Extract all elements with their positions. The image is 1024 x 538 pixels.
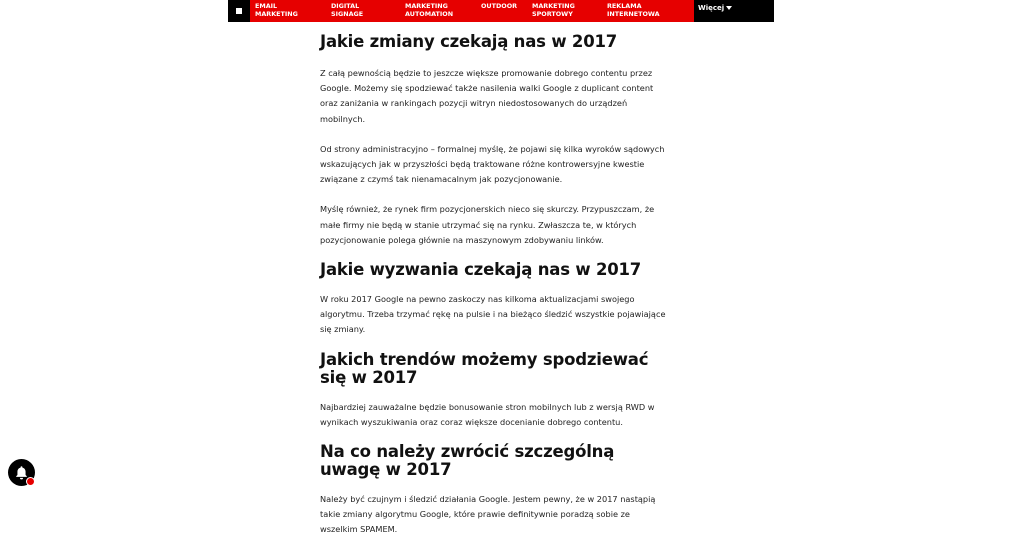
paragraph-changes-2: Od strony administracyjno – formalnej myślę, że pojawi się kilka wyroków sądowych wskazujących jak w przyszłości będą traktowane różne kontrowersyjne kwestie związane z czymś tak nienamacalnym jak pozycjonowanie. xyxy=(320,143,665,185)
section-heading-trends: Jakich trendów możemy spodziewać się w 2017 xyxy=(320,349,649,387)
home-menu-button[interactable] xyxy=(228,0,250,22)
nav-item-marketing-automation[interactable]: MARKETING AUTOMATION xyxy=(405,2,454,18)
nav-item-reklama-internetowa[interactable]: REKLAMA INTERNETOWA xyxy=(607,2,660,18)
chevron-down-icon xyxy=(726,6,732,10)
nav-item-email-marketing[interactable]: EMAIL MARKETING xyxy=(255,2,298,18)
nav-item-marketing-sportowy[interactable]: MARKETING SPORTOWY xyxy=(532,2,575,18)
nav-item-digital-signage[interactable]: DIGITAL SIGNAGE xyxy=(331,2,364,18)
notification-badge xyxy=(26,477,35,486)
top-navigation-bar xyxy=(228,0,774,22)
nav-category-strip xyxy=(250,0,694,22)
paragraph-changes-1: Z całą pewnością będzie to jeszcze większe promowanie dobrego contentu przez Google. Możemy się spodziewać także nasilenia walki Google z duplicant content oraz zaniżania w rankingach pozycji witryn niedostosowanych do urządzeń mobilnych. xyxy=(320,68,654,124)
paragraph-changes-3: Myślę również, że rynek firm pozycjonerskich nieco się skurczy. Przypuszczam, że małe firmy nie będą w stanie utrzymać się na rynku. Zwłaszcza te, w których pozycjonowanie polega głównie na maszynowym zdobywaniu linków. xyxy=(320,204,655,245)
more-menu-label: Więcej xyxy=(698,4,725,12)
paragraph-challenges-1: W roku 2017 Google na pewno zaskoczy nas kilkoma aktualizacjami swojego algorytmu. Trzeba trzymać rękę na pulsie i na bieżąco śledzić wszystkie pojawiające się zmiany. xyxy=(320,294,666,335)
nav-item-outdoor[interactable]: OUTDOOR xyxy=(481,2,518,10)
paragraph-attention-1: Należy być czujnym i śledzić działania Google. Jestem pewny, że w 2017 nastąpią takie zmiany algorytmu Google, które prawie definitywnie poradzą sobie ze wszelkim SPAMEM. xyxy=(320,494,656,535)
section-heading-changes: Jakie zmiany czekają nas w 2017 xyxy=(320,32,618,51)
section-heading-challenges: Jakie wyzwania czekają nas w 2017 xyxy=(320,260,642,280)
paragraph-trends-1: Najbardziej zauważalne będzie bonusowanie stron mobilnych lub z wersją RWD w wynikach wyszukiwania oraz coraz większe docenianie dobrego contentu. xyxy=(320,401,655,427)
notification-bell-button[interactable] xyxy=(8,459,35,486)
section-heading-attention: Na co należy zwrócić szczególną uwagę w 2017 xyxy=(320,442,615,480)
more-menu-button[interactable] xyxy=(694,0,774,22)
article-body xyxy=(320,30,670,538)
home-square-icon xyxy=(236,8,242,14)
